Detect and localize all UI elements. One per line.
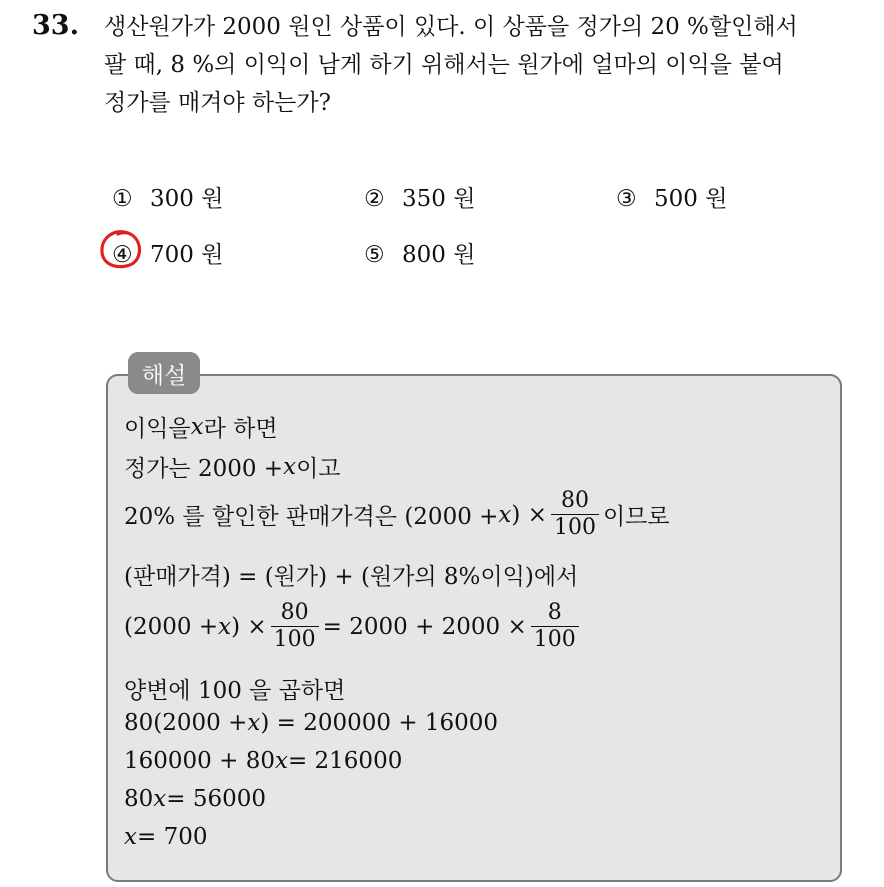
question-number: 33. — [32, 10, 79, 41]
fraction: $\frac{80}{100}$ — [551, 488, 599, 541]
choice-label: 350 원 — [402, 186, 476, 212]
choice-mark: ⑤ — [364, 242, 385, 268]
selected-answer-circle-icon — [98, 228, 144, 272]
solution-tag: 해설 — [128, 352, 200, 394]
solution-line-5: (2000 + x ) × $\frac{80}{100}$ = 2000 + 2000 × $\frac{8}{100}$ — [124, 600, 583, 653]
choice-mark: ② — [364, 186, 385, 212]
solution-line-6: 양변에 100 을 곱하면 — [124, 678, 346, 704]
choice-3[interactable] — [616, 180, 727, 213]
solution-line-9: 80 x = 56000 — [124, 786, 267, 812]
question-text — [104, 8, 864, 122]
choice-mark: ③ — [616, 186, 637, 212]
question-line: 생산원가가 2000 원인 상품이 있다. 이 상품을 정가의 20 %할인해서 — [104, 14, 798, 40]
question-line: 팔 때, 8 %의 이익이 남게 하기 위해서는 원가에 얼마의 이익을 붙여 — [104, 52, 784, 78]
solution-line-4: (판매가격) = (원가) + (원가의 8%이익)에서 — [124, 564, 579, 590]
choice-label: 800 원 — [402, 242, 476, 268]
choice-mark: ④ — [112, 242, 133, 268]
fraction: $\frac{80}{100}$ — [271, 600, 319, 653]
solution-line-10: x = 700 — [124, 824, 208, 850]
solution-line-3: 20% 를 할인한 판매가격은 (2000 + x ) × $\frac{80}{100}$ 이므로 — [124, 488, 670, 540]
choice-2[interactable] — [364, 180, 475, 213]
solution-line-8: 160000 + 80 x = 216000 — [124, 748, 403, 774]
choice-label: 300 원 — [150, 186, 224, 212]
choice-mark: ① — [112, 186, 133, 212]
choice-label: 500 원 — [654, 186, 728, 212]
solution-line-1: 이익을 x 라 하면 — [124, 413, 278, 442]
fraction: $\frac{8}{100}$ — [531, 600, 579, 653]
solution-line-7: 80(2000 + x ) = 200000 + 16000 — [124, 710, 499, 736]
solution-line-2: 정가는 2000 + x 이고 — [124, 453, 341, 482]
question-line: 정가를 매겨야 하는가? — [104, 90, 331, 116]
choice-label: 700 원 — [150, 242, 224, 268]
choice-1[interactable] — [112, 180, 223, 213]
choice-5[interactable] — [364, 236, 475, 269]
